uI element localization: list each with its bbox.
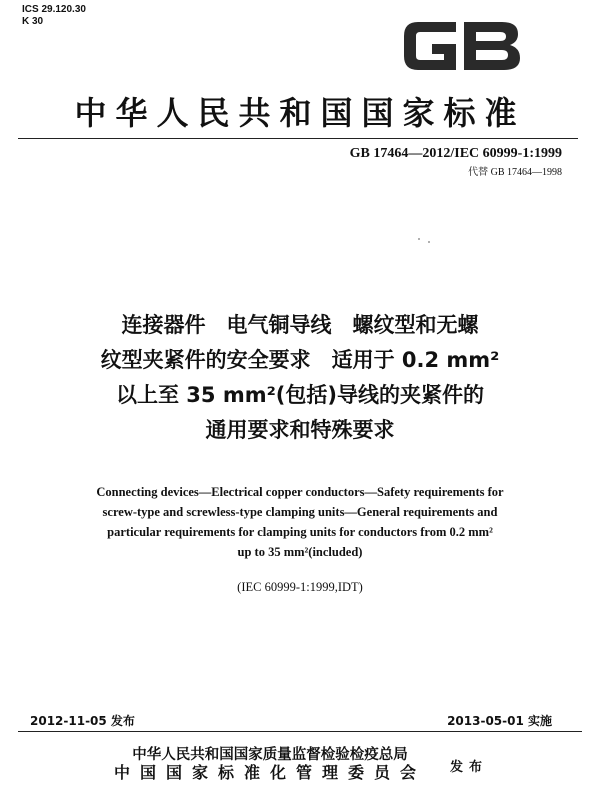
classification-codes — [22, 4, 86, 28]
issuer-aqsiq: 中华人民共和国国家质量监督检验检疫总局 — [132, 746, 408, 763]
replaces-note: 代替 GB 17464—1998 — [468, 167, 562, 178]
chinese-title — [30, 308, 570, 448]
header-divider — [18, 138, 578, 139]
scan-speck — [418, 238, 420, 240]
scan-speck — [428, 241, 430, 243]
chinese-title-line: 以上至 35 mm²(包括)导线的夹紧件的 — [115, 383, 484, 407]
chinese-title-line: 通用要求和特殊要求 — [205, 418, 395, 442]
issue-date: 2012-11-05 发布 — [30, 714, 135, 728]
issuer-sac: 中国国家标准化管理委员会 — [113, 763, 426, 782]
ccs-code: K 30 — [22, 16, 44, 27]
chinese-title-line: 纹型夹紧件的安全要求 适用于 0.2 mm² — [100, 348, 500, 372]
chinese-title-line: 连接器件 电气铜导线 螺纹型和无螺 — [121, 313, 479, 337]
english-title-line: Connecting devices—Electrical copper conductors—Safety requirements for — [96, 485, 504, 499]
ics-code: ICS 29.120.30 — [22, 4, 86, 15]
english-title-line: screw-type and screwless-type clamping units—General requirements and — [102, 505, 498, 519]
issuing-authorities — [100, 746, 440, 782]
gb-logo-icon — [398, 10, 526, 78]
standard-type-heading: 中华人民共和国国家标准 — [74, 94, 526, 132]
implementation-date: 2013-05-01 实施 — [447, 714, 552, 728]
english-title-line: particular requirements for clamping units for conductors from 0.2 mm² — [107, 525, 493, 539]
english-title — [40, 482, 560, 562]
english-title-line: up to 35 mm²(included) — [237, 545, 363, 559]
footer-divider — [18, 731, 582, 732]
equivalence-note: (IEC 60999-1:1999,IDT) — [237, 580, 363, 594]
publish-label: 发布 — [450, 760, 489, 775]
standard-code: GB 17464—2012/IEC 60999-1:1999 — [349, 146, 562, 161]
